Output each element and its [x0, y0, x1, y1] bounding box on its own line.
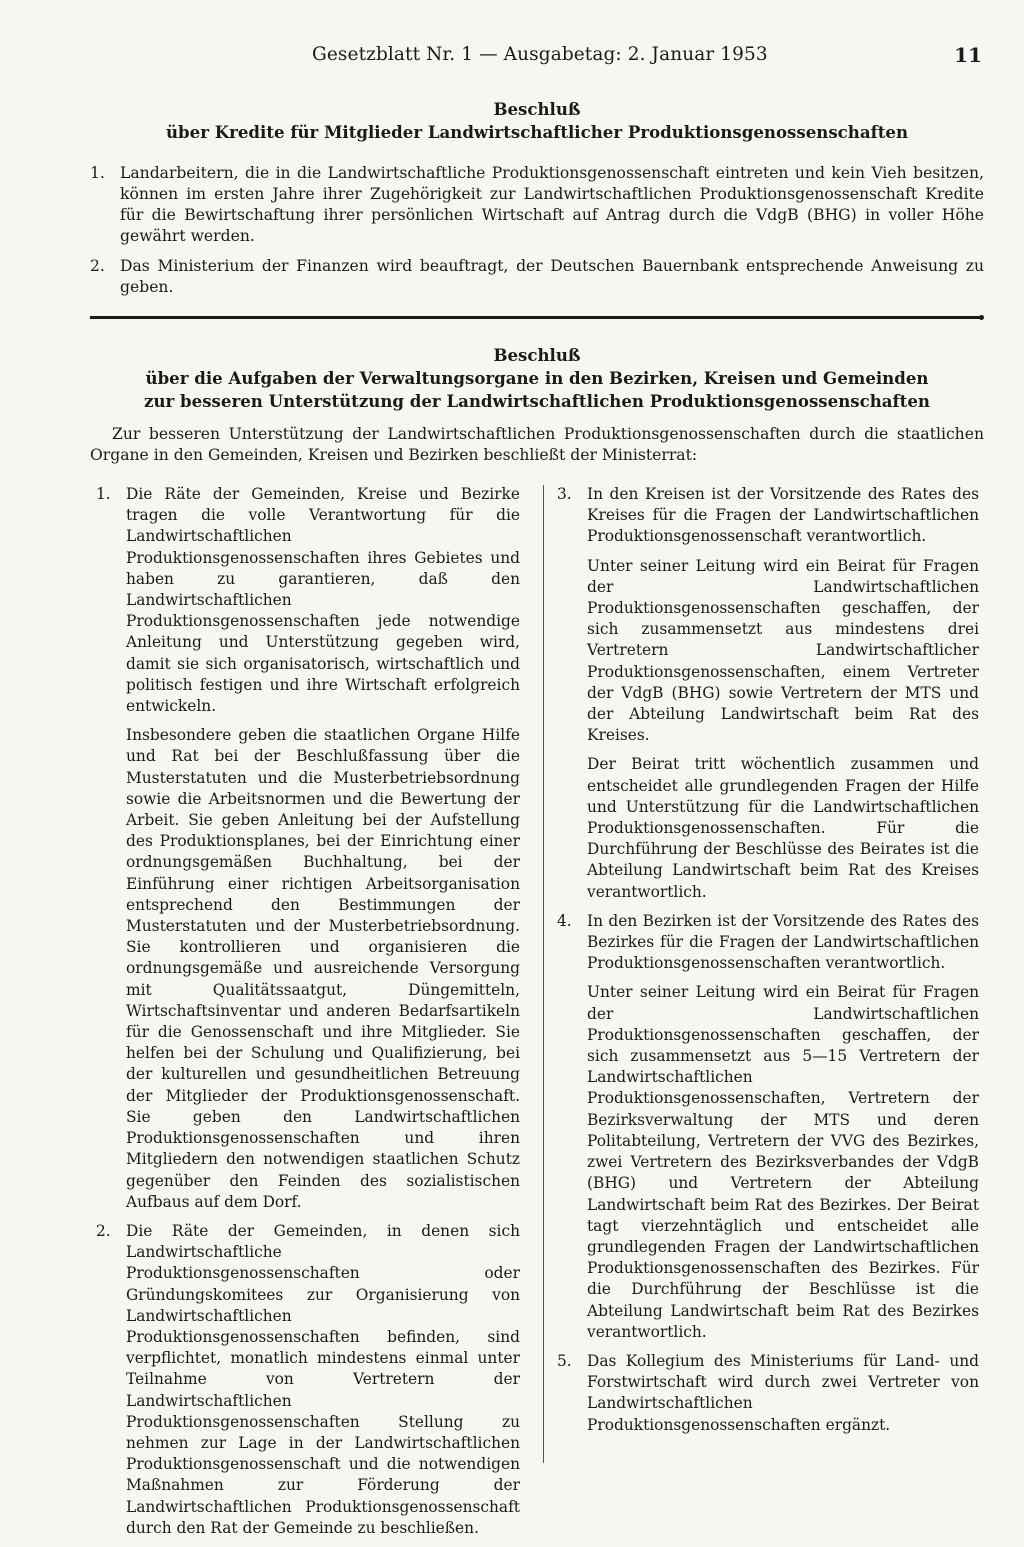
item-paragraph: Insbesondere geben die staatlichen Organe Hilfe und Rat bei der Beschlußfassung über die Musterstatuten und die Musterbetriebsordnung sowie die Arbeitsnormen und die Bewertung der Arbeit. Sie geben Anleitung bei der Aufstellung des Produktionsplanes, bei der Einrichtung einer ordnungsgemäßen Buchhaltung, bei der Einführung einer richtigen Arbeitsorganisation entsprechend den Bestimmungen der Musterstatuten und der Musterbetriebsordnung. Sie kontrollieren und organisieren die ordnungsgemäße und ausreichende Versorgung mit Qualitätssaatgut, Düngemitteln, Wirtschaftsinventar und anderen Bedarfsartikeln für die Genossenschaft und ihre Mitglieder. Sie helfen bei der Schulung und Qualifizierung, bei der kulturellen und gesundheitlichen Betreuung der Mitglieder der Produktionsgenossenschaft. Sie geben den Landwirtschaftlichen Produktionsgenossenschaften und ihren Mitgliedern den notwendigen staatlichen Schutz gegenüber den Feinden des sozialistischen Aufbaus auf dem Dorf.	[126, 726, 520, 1211]
page-header	[90, 44, 984, 72]
item-paragraph: Unter seiner Leitung wird ein Beirat für Fragen der Landwirtschaftlichen Produktionsgenossenschaften geschaffen, der sich zusammensetzt aus mindestens drei Vertretern Landwirtschaftlicher Produktionsgenossenschaften, einem Vertreter der VdgB (BHG) sowie Vertretern der MTS und der Abteilung Landwirtschaft beim Rat des Kreises.	[587, 556, 979, 745]
item-paragraph: In den Kreisen ist der Vorsitzende des Rates des Kreises für die Fragen der Landwirtschaftlichen Produktionsgenossenschaft verantwortlich.	[587, 485, 979, 546]
resolution-credits-title-line2: über Kredite für Mitglieder Landwirtschaftlicher Produktionsgenossenschaften	[165, 122, 909, 142]
administration-item-5	[557, 1351, 979, 1436]
right-column	[557, 484, 979, 1444]
item-text: Landarbeitern, die in die Landwirtschaftliche Produktionsgenossenschaft eintreten und kein Vieh besitzen, können im ersten Jahre ihrer Zugehörigkeit zur Landwirtschaftlichen Produktionsgenossenschaft Kredite für die Bewirtschaftung ihrer persönlichen Wirtschaft auf Antrag durch die VdgB (BHG) in voller Höhe gewährt werden.	[120, 164, 984, 245]
credits-item-2	[90, 256, 984, 298]
resolution-administration-title	[90, 344, 984, 413]
page-number: 11	[954, 43, 982, 67]
left-column	[96, 484, 520, 1547]
administration-item-1	[96, 484, 520, 1213]
item-number: 5.	[557, 1351, 572, 1370]
gazette-issue-title: Gesetzblatt Nr. 1 — Ausgabetag: 2. Januar 1953	[312, 44, 768, 65]
section-divider-dot	[979, 315, 984, 320]
credits-item-1	[90, 163, 984, 247]
item-number: 4.	[557, 911, 572, 930]
item-paragraph: Die Räte der Gemeinden, in denen sich Landwirtschaftliche Produktionsgenossenschaften oder Gründungskomitees zur Organisierung von Landwirtschaftlichen Produktionsgenossenschaften befinden, sind verpflichtet, monatlich mindestens einmal unter Teilnahme von Vertretern der Landwirtschaftlichen Produktionsgenossenschaften Stellung zu nehmen zur Lage in der Landwirtschaftlichen Produktionsgenossenschaft und die notwendigen Maßnahmen zur Förderung der Landwirtschaftlichen Produktionsgenossenschaft durch den Rat der Gemeinde zu beschließen.	[126, 1221, 520, 1537]
item-number: 3.	[557, 485, 572, 503]
item-number: 1.	[90, 164, 105, 182]
item-paragraph: Der Beirat tritt wöchentlich zusammen und entscheidet alle grundlegenden Fragen der Hilfe und Unterstützung für die Landwirtschaftlichen Produktionsgenossenschaften. Für die Durchführung der Beschlüsse des Beirates ist die Abteilung Landwirtschaft beim Rat des Kreises verantwortlich.	[587, 755, 979, 901]
item-paragraph: Die Räte der Gemeinden, Kreise und Bezirke tragen die volle Verantwortung für die Landwirtschaftlichen Produktionsgenossenschaften ihres Gebietes und haben zu garantieren, daß den Landwirtschaftlichen Produktionsgenossenschaften jede notwendige Anleitung und Unterstützung gegeben wird, damit sie sich organisatorisch, wirtschaftlich und politisch festigen und ihre Wirtschaft erfolgreich entwickeln.	[126, 485, 520, 716]
item-paragraph: Unter seiner Leitung wird ein Beirat für Fragen der Landwirtschaftlichen Produktionsgenossenschaften geschaffen, der sich zusammensetzt aus 5—15 Vertretern der Landwirtschaftlichen Produktionsgenossenschaften, Vertretern der Bezirksverwaltung der MTS und deren Politabteilung, Vertretern der VVG des Bezirkes, zwei Vertretern des Bezirksverbandes der VdgB (BHG) und Vertretern der Abteilung Landwirtschaft beim Rat des Bezirkes. Der Beirat tagt vierzehntäglich und entscheidet alle grundlegenden Fragen der Landwirtschaftlichen Produktionsgenossenschaften des Bezirkes. Für die Durchführung der Beschlüsse ist die Abteilung Landwirtschaft beim Rat des Bezirkes verantwortlich.	[587, 983, 979, 1341]
resolution-administration-title-line2: über die Aufgaben der Verwaltungsorgane in den Bezirken, Kreisen und Gemeinden	[145, 368, 929, 388]
resolution-credits	[90, 98, 984, 298]
resolution-administration	[90, 344, 984, 466]
resolution-credits-title	[90, 98, 984, 144]
administration-item-2	[96, 1221, 520, 1539]
resolution-credits-title-line1: Beschluß	[493, 99, 581, 119]
item-paragraph: Das Kollegium des Ministeriums für Land- und Forstwirtschaft wird durch zwei Vertreter von Landwirtschaftlichen Produktionsgenossenschaften ergänzt.	[587, 1351, 979, 1434]
administration-item-4	[557, 911, 979, 1343]
item-number: 2.	[90, 257, 105, 275]
administration-item-3	[557, 484, 979, 903]
resolution-administration-title-line3: zur besseren Unterstützung der Landwirtschaftlichen Produktionsgenossenschaften	[144, 391, 930, 411]
item-number: 1.	[96, 485, 111, 503]
column-divider	[543, 485, 544, 1463]
item-number: 2.	[96, 1221, 111, 1240]
resolution-intro: Zur besseren Unterstützung der Landwirtschaftlichen Produktionsgenossenschaften durch die staatlichen Organe in den Gemeinden, Kreisen und Bezirken beschließt der Ministerrat:	[90, 425, 984, 464]
section-divider-rule	[90, 316, 982, 319]
item-text: Das Ministerium der Finanzen wird beauftragt, der Deutschen Bauernbank entsprechende Anweisung zu geben.	[120, 257, 984, 296]
resolution-administration-title-line1: Beschluß	[493, 345, 581, 365]
item-paragraph: In den Bezirken ist der Vorsitzende des Rates des Bezirkes für die Fragen der Landwirtschaftlichen Produktionsgenossenschaften verantwortlich.	[587, 911, 979, 973]
